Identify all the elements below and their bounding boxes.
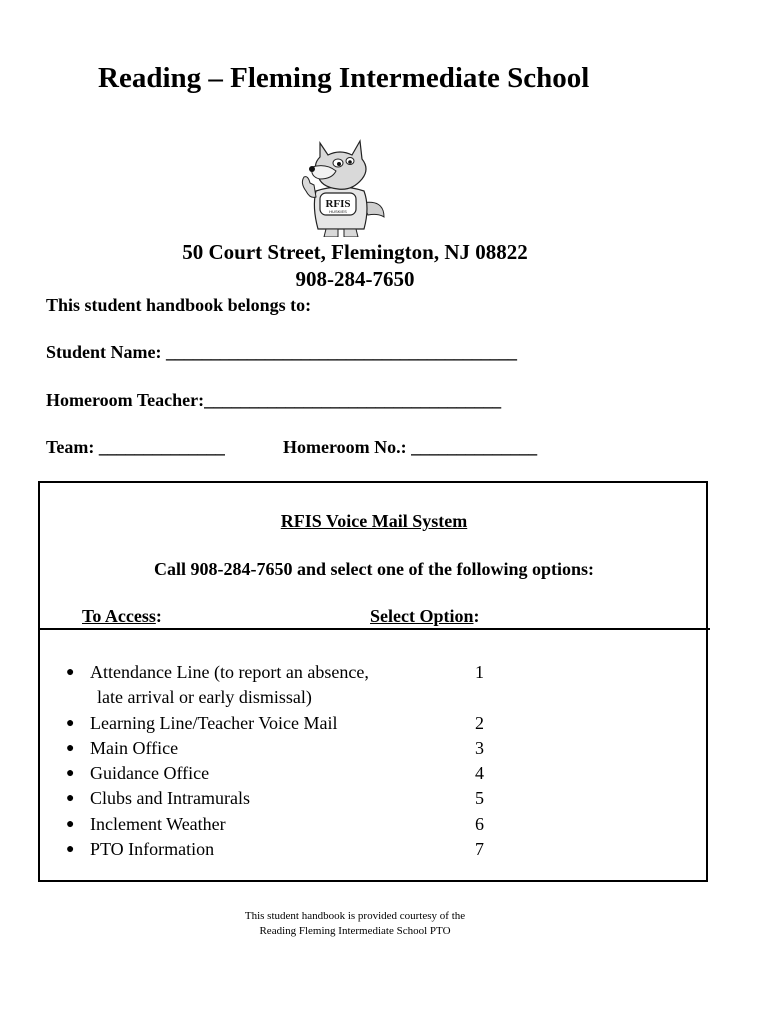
bullet-icon: ● — [66, 665, 75, 680]
husky-mascot-icon — [292, 133, 390, 237]
option-label: PTO Information — [90, 839, 215, 860]
option-label: Guidance Office — [90, 763, 210, 784]
school-address: 50 Court Street, Flemington, NJ 08822 — [182, 240, 528, 264]
option-number: 7 — [475, 839, 484, 860]
option-label: Inclement Weather — [90, 813, 226, 834]
option-label: Clubs and Intramurals — [90, 788, 250, 809]
footer-line-1: This student handbook is provided courtesy of the — [244, 910, 466, 922]
bullet-icon: ● — [66, 715, 75, 731]
column-header-option: Select Option: — [370, 606, 480, 626]
option-number: 3 — [475, 737, 484, 758]
option-label: Main Office — [90, 737, 179, 758]
bullet-icon: ● — [66, 842, 75, 858]
option-number: 2 — [475, 712, 484, 733]
option-number: 1 — [475, 662, 484, 682]
option-label: Attendance Line (to report an absence, — [90, 662, 369, 682]
column-header-access: To Access: — [82, 606, 162, 626]
school-phone: 908-284-7650 — [295, 267, 415, 291]
svg-text:RFIS: RFIS — [325, 198, 351, 210]
team-field: Team: ______________ — [46, 437, 225, 457]
bullet-icon: ● — [66, 740, 75, 756]
option-number: 4 — [475, 763, 484, 784]
option-label-continued: late arrival or early dismissal) — [97, 687, 312, 708]
svg-text:HUSKIES: HUSKIES — [329, 209, 347, 214]
footer-line-2: Reading Fleming Intermediate School PTO — [259, 925, 451, 937]
bullet-icon: ● — [66, 816, 75, 832]
voice-mail-heading: RFIS Voice Mail System — [280, 511, 468, 531]
student-name-field: Student Name: _______________________________________ — [46, 342, 517, 362]
option-number: 6 — [475, 813, 484, 834]
voice-mail-instructions: Call 908-284-7650 and select one of the following options: — [154, 559, 594, 579]
option-number: 5 — [475, 788, 484, 809]
belongs-to-label: This student handbook belongs to: — [46, 295, 312, 315]
bullet-icon: ● — [66, 791, 75, 807]
bullet-icon: ● — [66, 766, 75, 782]
document-title: Reading – Fleming Intermediate School — [98, 62, 590, 94]
option-label: Learning Line/Teacher Voice Mail — [90, 712, 338, 733]
homeroom-number-field: Homeroom No.: ______________ — [283, 437, 538, 457]
voice-mail-divider — [38, 628, 710, 630]
homeroom-teacher-field: Homeroom Teacher:_________________________________ — [46, 390, 502, 410]
